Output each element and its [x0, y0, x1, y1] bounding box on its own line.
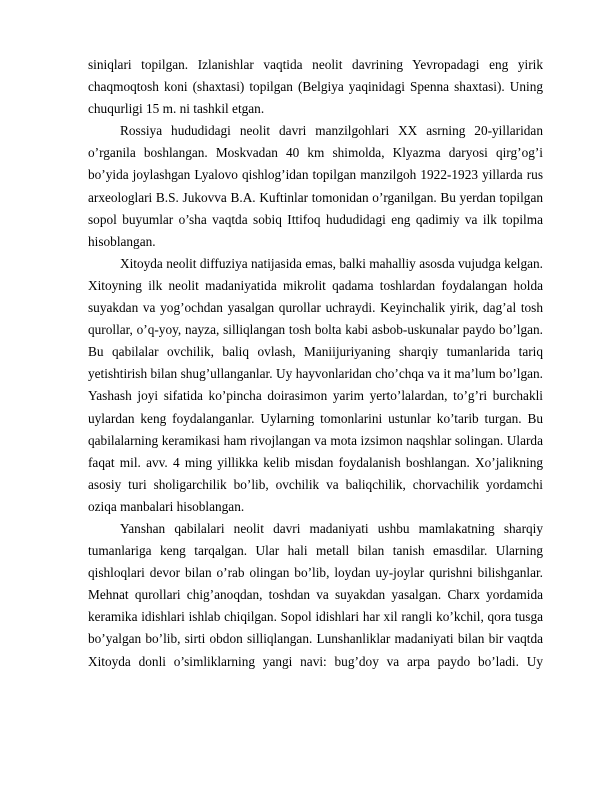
paragraph-3: Xitoyda neolit diffuziya natijasida emas, balki mahalliy asosda vujudga kelgan. Xitoyning ilk neolit madaniyatida mikrolit qadama toshlardan foydalangan holda suyakdan va yog’ochdan yasalgan qurollar uchraydi. Keyinchalik yirik, dag’al tosh qurollar, o’q-yoy, nayza, silliqlangan tosh bolta kabi asbob-uskunalar paydo bo’lgan. Bu qabilalar ovchilik, baliq ovlash, Maniijuriyaning sharqiy tumanlarida tariq yetishtirish bilan shug’ullanganlar. Uy hayvonlaridan cho’chqa va it ma’lum bo’lgan. Yashash joyi sifatida ko’pincha doirasimon yarim yerto’lalardan, to’g’ri burchakli uylardan keng foydalanganlar. Uylarning tomonlarini ustunlar ko’tarib turgan. Bu qabilalarning keramikasi ham rivojlangan va mota izsimon naqshlar solingan. Ularda faqat mil. avv. 4 ming yillikka kelib misdan foydalanish boshlangan. Xo’jalikning asosiy turi sholigarchilik bo’lib, ovchilik va baliqchilik, chorvachilik yordamchi oziqa manbalari hisoblangan. — [88, 255, 543, 514]
document-body — [88, 54, 543, 673]
paragraph-2: Rossiya hududidagi neolit davri manzilgohlari XX asrning 20-yillaridan o’rganila boshlangan. Moskvadan 40 km shimolda, Klyazma daryosi qirg’og’i bo’yida joylashgan Lyalovo qishlog’idan topilgan manzilgoh 1922-1923 yillarda rus arxeologlari B.S. Jukovva B.A. Kuftinlar tomonidan o’rganilgan. Bu yerdan topilgan sopol buyumlar o’sha vaqtda sobiq Ittifoq hududidagi eng qadimiy va ilk topilma hisoblangan. — [88, 123, 543, 249]
paragraph-4: Yanshan qabilalari neolit davri madaniyati ushbu mamlakatning sharqiy tumanlariga keng tarqalgan. Ular hali metall bilan tanish emasdilar. Ularning qishloqlari devor bilan o’rab olingan bo’lib, loydan uy-joylar qurishni bilishganlar. Mehnat qurollari chig’anoqdan, toshdan va suyakdan yasalgan. Charx yordamida keramika idishlari ishlab chiqilgan. Sopol idishlari har xil rangli ko’kchil, qora tusga bo’yalgan bo’lib, sirti obdon silliqlangan. Lunshanliklar madaniyati bilan bir vaqtda Xitoyda donli o’simliklarning yangi navi: bug’doy va arpa paydo bo’ladi. Uy — [88, 520, 543, 669]
paragraph-1: siniqlari topilgan. Izlanishlar vaqtida neolit davrining Yevropadagi eng yirik chaqmoqtosh koni (shaxtasi) topilgan (Belgiya yaqinidagi Spenna shaxtasi). Uning chuqurligi 15 m. ni tashkil etgan. — [88, 57, 543, 117]
